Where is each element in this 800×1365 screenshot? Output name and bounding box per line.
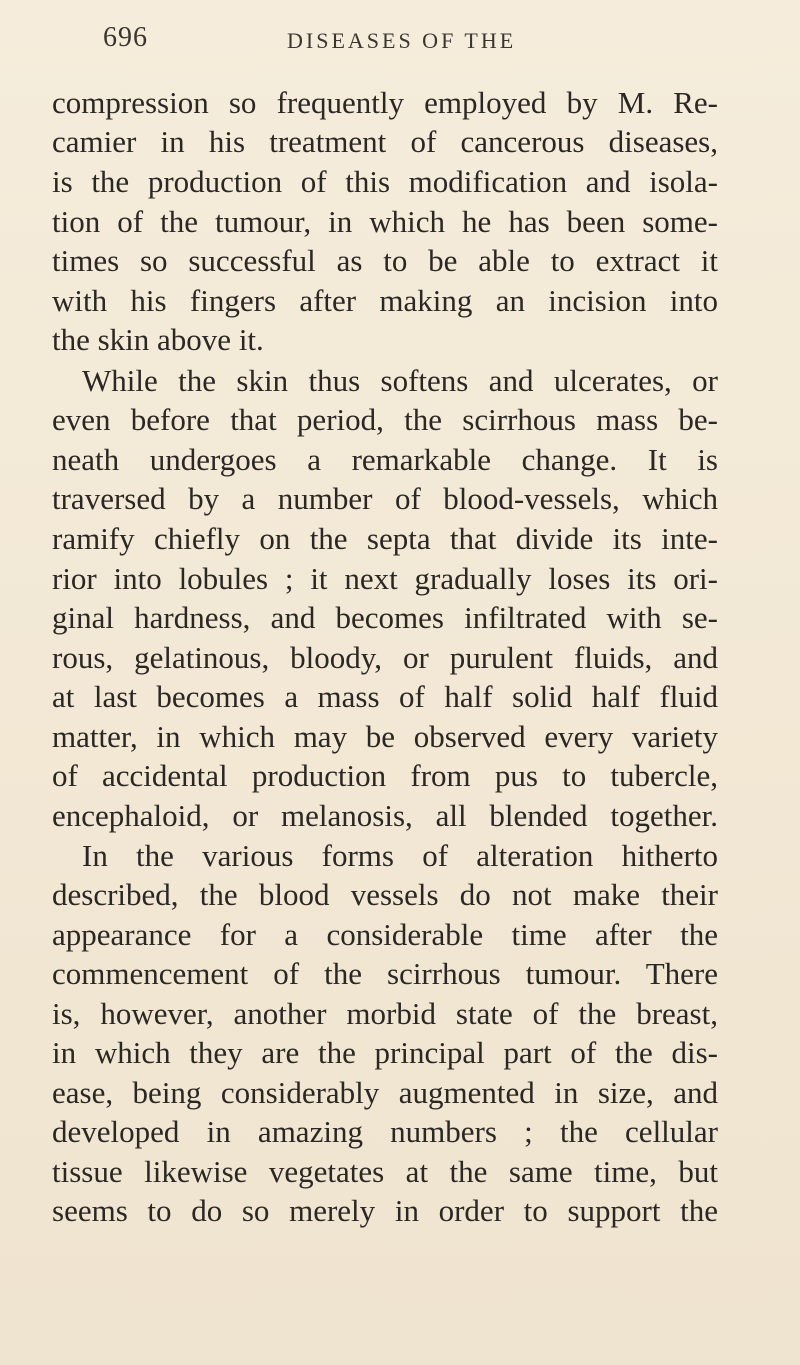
text-line: camier in his treatment of cancerous diseases,	[52, 124, 718, 159]
page-number: 696	[103, 22, 148, 53]
text-line: compression so frequently employed by M. Re-	[52, 85, 718, 120]
text-line: ginal hardness, and becomes infiltrated with se-	[52, 600, 718, 635]
text-line: While the skin thus softens and ulcerates, or	[82, 363, 718, 398]
text-line: encephaloid, or melanosis, all blended together.	[52, 798, 718, 833]
text-line: commencement of the scirrhous tumour. There	[52, 956, 718, 991]
text-line: appearance for a considerable time after the	[52, 917, 718, 952]
text-line: neath undergoes a remarkable change. It is	[52, 442, 718, 477]
text-line: ease, being considerably augmented in size, and	[52, 1075, 718, 1110]
text-line: tissue likewise vegetates at the same time, but	[52, 1154, 718, 1189]
text-line: matter, in which may be observed every variety	[52, 719, 718, 754]
running-head: DISEASES OF THE	[287, 28, 517, 53]
text-line: of accidental production from pus to tubercle,	[52, 758, 718, 793]
text-line: tion of the tumour, in which he has been some-	[52, 204, 718, 239]
text-line: is, however, another morbid state of the breast,	[52, 996, 718, 1031]
text-line: in which they are the principal part of the dis-	[52, 1035, 718, 1070]
text-line: is the production of this modification and isola-	[52, 164, 718, 199]
text-line: even before that period, the scirrhous mass be-	[52, 402, 718, 437]
text-line: rior into lobules ; it next gradually loses its ori-	[52, 561, 718, 596]
text-line: rous, gelatinous, bloody, or purulent fluids, and	[52, 640, 718, 675]
text-line: ramify chiefly on the septa that divide its inte-	[52, 521, 718, 556]
text-line: times so successful as to be able to extract it	[52, 243, 718, 278]
text-line: at last becomes a mass of half solid half fluid	[52, 679, 718, 714]
text-line: In the various forms of alteration hitherto	[82, 838, 718, 873]
text-line: seems to do so merely in order to support the	[52, 1193, 718, 1228]
text-line: traversed by a number of blood-vessels, which	[52, 481, 718, 516]
text-line: developed in amazing numbers ; the cellular	[52, 1114, 718, 1149]
text-line: with his fingers after making an incision into	[52, 283, 718, 318]
text-line: described, the blood vessels do not make their	[52, 877, 718, 912]
text-line: the skin above it.	[52, 322, 264, 357]
